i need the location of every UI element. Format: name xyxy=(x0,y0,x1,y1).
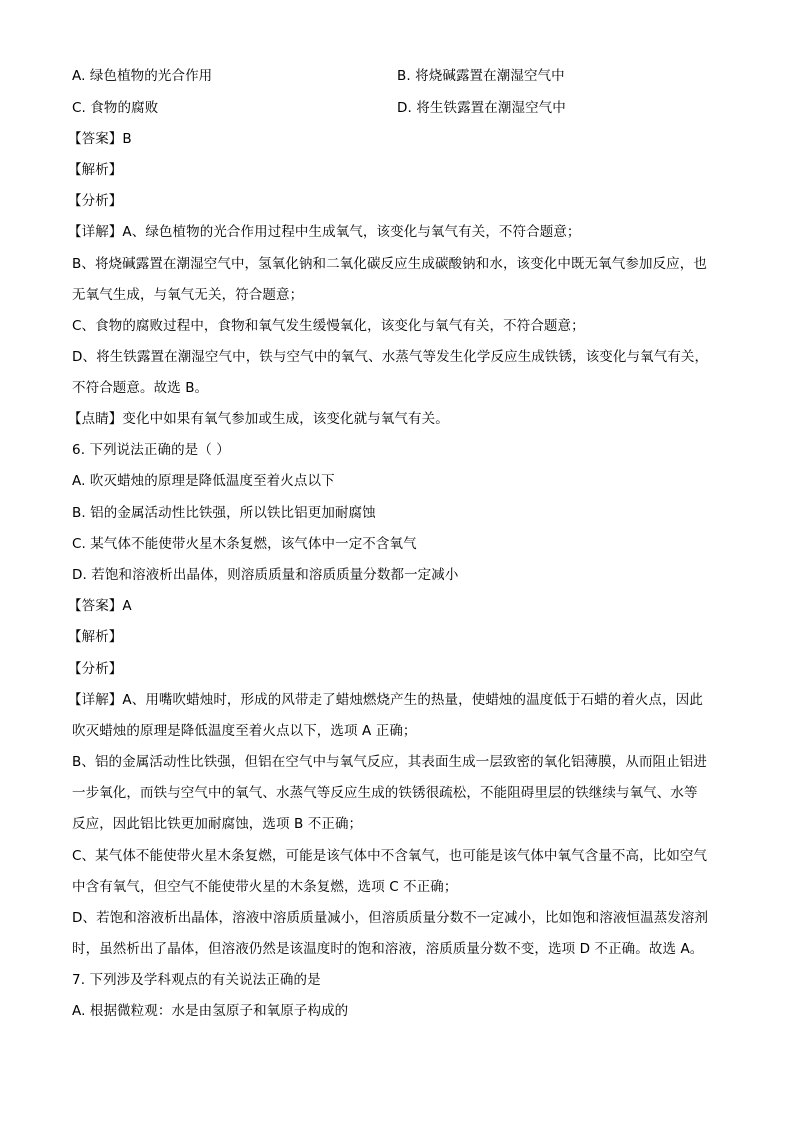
q5-detail-line: 【详解】A、绿色植物的光合作用过程中生成氧气，该变化与氧气有关，不符合题意； xyxy=(68,224,581,240)
q6-detail-line: B、铝的金属活动性比铁强，但铝在空气中与氧气反应，其表面生成一层致密的氧化铝薄膜，从而阻止铝进 xyxy=(72,754,707,770)
q5-option-a: A. 绿色植物的光合作用 xyxy=(72,68,213,84)
q6-detail-line: 【详解】A、用嘴吹蜡烛时，形成的风带走了蜡烛燃烧产生的热量，使蜡烛的温度低于石蜡的着火点，因此 xyxy=(68,692,703,708)
q6-detail-line: 一步氧化，而铁与空气中的氧气、水蒸气等反应生成的铁锈很疏松，不能阻碍里层的铁继续与氧气、水等 xyxy=(72,785,698,801)
q6-option: B. 铝的金属活动性比铁强，所以铁比铝更加耐腐蚀 xyxy=(72,505,376,521)
q5-detail-line: C、食物的腐败过程中，食物和氧气发生缓慢氧化，该变化与氧气有关，不符合题意； xyxy=(72,318,585,334)
q6-option: A. 吹灭蜡烛的原理是降低温度至着火点以下 xyxy=(72,473,335,489)
q7-stem: 7. 下列涉及学科观点的有关说法正确的是 xyxy=(72,972,321,988)
q6-jiexi-label: 【解析】 xyxy=(68,629,123,645)
q6-stem: 6. 下列说法正确的是（ ） xyxy=(72,442,230,458)
q6-option: C. 某气体不能使带火星木条复燃，该气体中一定不含氧气 xyxy=(72,536,417,552)
q5-detail-line: 无氧气生成，与氧气无关，符合题意； xyxy=(72,287,304,303)
q6-detail-line: C、某气体不能使带火星木条复燃，可能是该气体中不含氧气，也可能是该气体中氧气含量不高，比如空气 xyxy=(72,848,708,864)
q6-detail-line: 中含有氧气，但空气不能使带火星的木条复燃，选项 C 不正确； xyxy=(72,879,458,895)
q6-option: D. 若饱和溶液析出晶体，则溶质质量和溶质质量分数都一定减小 xyxy=(72,567,459,583)
q5-jiexi-label: 【解析】 xyxy=(68,162,123,178)
q5-option-c: C. 食物的腐败 xyxy=(72,100,159,116)
q6-fenxi-label: 【分析】 xyxy=(68,661,123,677)
q6-detail-line: 反应，因此铝比铁更加耐腐蚀，选项 B 不正确； xyxy=(72,816,363,832)
q5-detail-line: 不符合题意。故选 B。 xyxy=(72,380,209,396)
q6-detail-line: 吹灭蜡烛的原理是降低温度至着火点以下，选项 A 正确； xyxy=(72,723,417,739)
q5-detail-line: D、将生铁露置在潮湿空气中，铁与空气中的氧气、水蒸气等发生化学反应生成铁锈，该变化与氧气有关， xyxy=(72,349,709,365)
q6-answer: 【答案】A xyxy=(68,598,132,614)
q5-detail-line: B、将烧碱露置在潮湿空气中，氢氧化钠和二氧化碳反应生成碳酸钠和水，该变化中既无氧气参加反应，也 xyxy=(72,256,707,272)
q5-option-d: D. 将生铁露置在潮湿空气中 xyxy=(397,100,566,116)
q5-dianjing: 【点睛】变化中如果有氧气参加或生成，该变化就与氧气有关。 xyxy=(68,411,449,427)
q5-answer: 【答案】B xyxy=(68,131,132,147)
q5-fenxi-label: 【分析】 xyxy=(68,193,123,209)
q5-option-b: B. 将烧碱露置在潮湿空气中 xyxy=(397,68,565,84)
q7-option: A. 根据微粒观：水是由氢原子和氧原子构成的 xyxy=(72,1003,349,1019)
q6-detail-line: 时，虽然析出了晶体，但溶液仍然是该温度时的饱和溶液，溶质质量分数不变，选项 D 不正确。故选 A。 xyxy=(72,941,704,957)
q6-detail-line: D、若饱和溶液析出晶体，溶液中溶质质量减小，但溶质质量分数不一定减小，比如饱和溶液恒温蒸发溶剂 xyxy=(72,910,709,926)
